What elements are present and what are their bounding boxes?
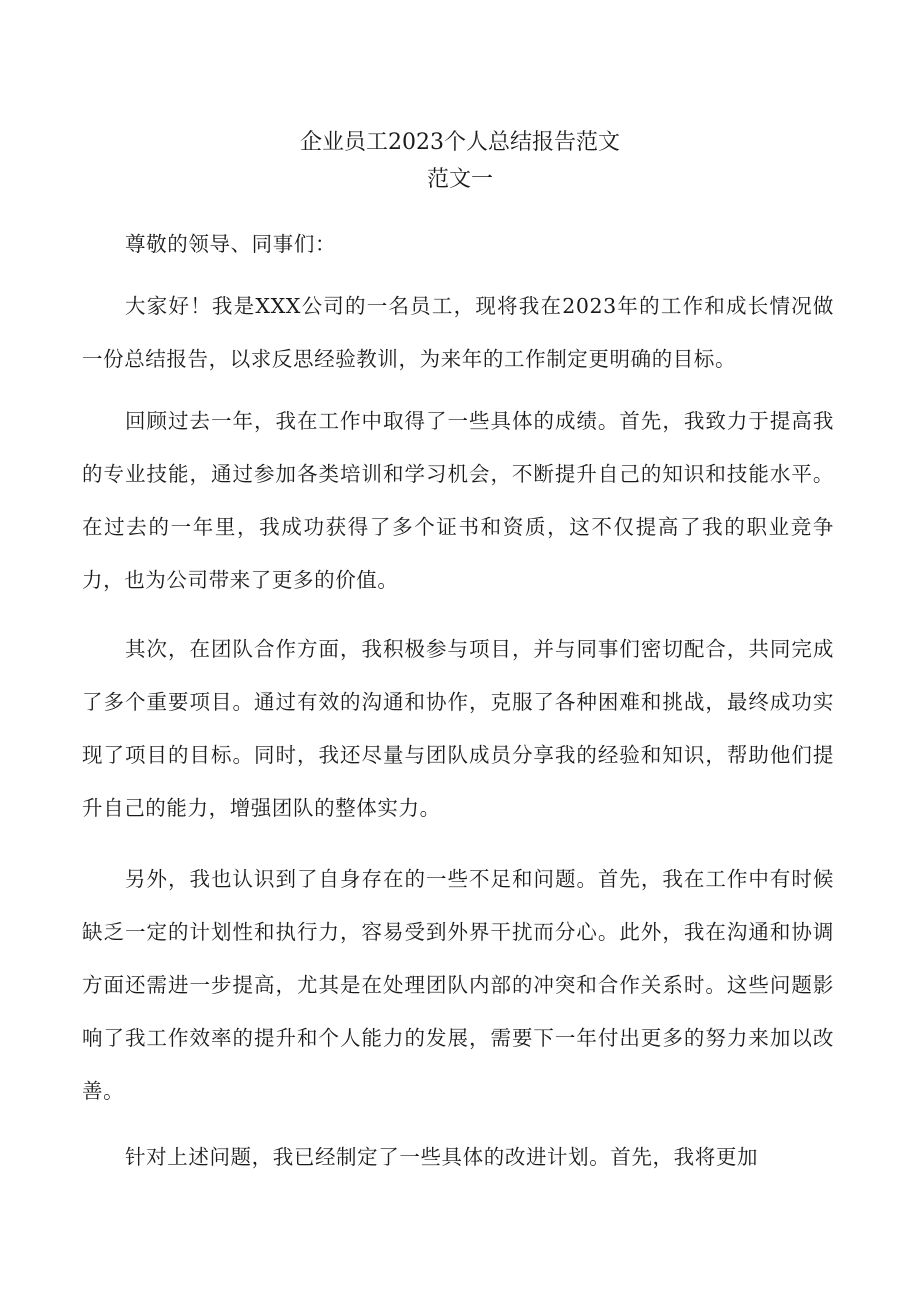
paragraph-intro: 大家好！我是XXX公司的一名员工，现将我在2023年的工作和成长情况做一份总结报告，以求反思经验教训，为来年的工作制定更明确的目标。 [82, 294, 834, 371]
paragraph-teamwork: 其次，在团队合作方面，我积极参与项目，并与同事们密切配合，共同完成了多个重要项目。通过有效的沟通和协作，克服了各种困难和挑战，最终成功实现了项目的目标。同时，我还尽量与团队成员分享我的经验和知识，帮助他们提升自己的能力，增强团队的整体实力。 [82, 637, 834, 820]
document-subtitle: 范文一 [426, 167, 493, 192]
paragraph-achievements: 回顾过去一年，我在工作中取得了一些具体的成绩。首先，我致力于提高我的专业技能，通过参加各类培训和学习机会，不断提升自己的知识和技能水平。在过去的一年里，我成功获得了多个证书和资质，这不仅提高了我的职业竞争力，也为公司带来了更多的价值。 [82, 409, 834, 592]
paragraph-shortcomings: 另外，我也认识到了自身存在的一些不足和问题。首先，我在工作中有时候缺乏一定的计划性和执行力，容易受到外界干扰而分心。此外，我在沟通和协调方面还需进一步提高，尤其是在处理团队内部的冲突和合作关系时。这些问题影响了我工作效率的提升和个人能力的发展，需要下一年付出更多的努力来加以改善。 [82, 867, 834, 1103]
paragraph-improvement-plan: 针对上述问题，我已经制定了一些具体的改进计划。首先，我将更加 [125, 1145, 759, 1169]
document-title: 企业员工2023个人总结报告范文 [300, 130, 620, 155]
salutation: 尊敬的领导、同事们： [125, 232, 337, 256]
